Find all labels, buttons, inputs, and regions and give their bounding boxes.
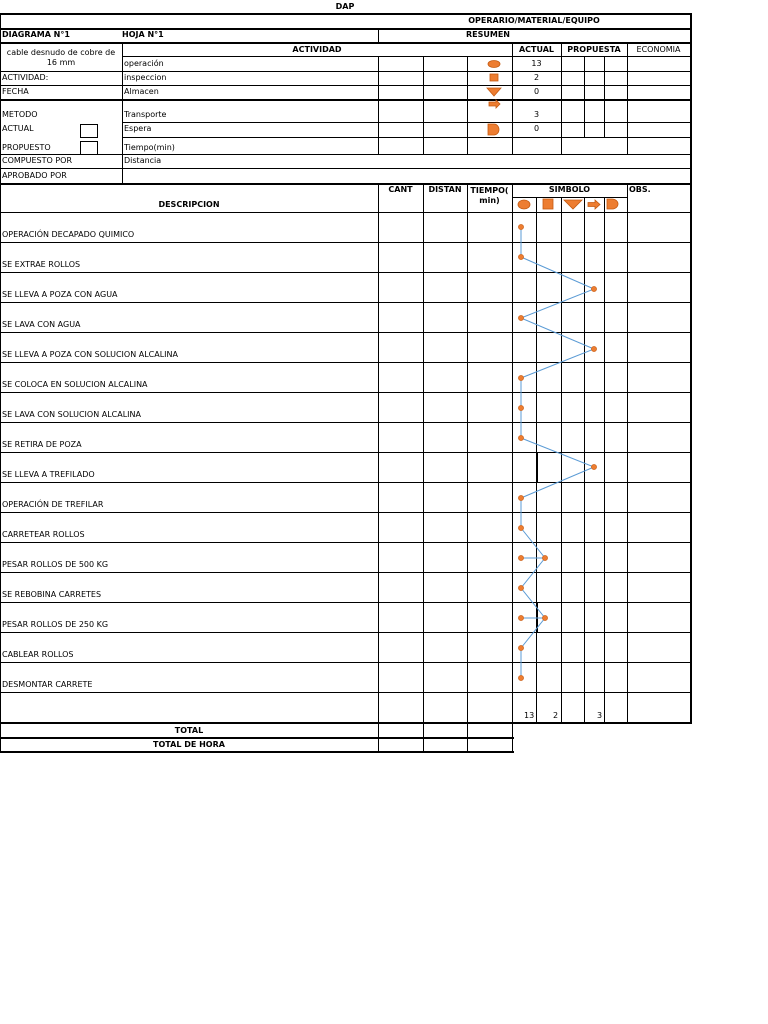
step-description: SE LAVA CON AGUA [2, 320, 81, 329]
tiempo-header: TIEMPO( min) [470, 186, 509, 205]
activity-label: ACTIVIDAD: [2, 73, 49, 82]
inspection-column-icon [543, 199, 553, 209]
description-header: DESCRIPCION [158, 200, 220, 209]
method-label: METODO [2, 110, 38, 119]
step-description: CABLEAR ROLLOS [2, 650, 74, 659]
flow-node [518, 615, 523, 620]
summary-label: Espera [124, 124, 152, 133]
storage-symbol-icon [487, 88, 501, 96]
flow-node [518, 555, 523, 560]
summary-label: operación [124, 59, 164, 68]
step-description: SE LLEVA A POZA CON AGUA [2, 290, 118, 299]
product-description: cable desnudo de cobre de 16 mm [6, 48, 116, 67]
delay-symbol-icon [488, 124, 499, 135]
actual-label: ACTUAL [2, 124, 34, 133]
summary-actual: 0 [533, 87, 540, 96]
step-description: SE LAVA CON SOLUCION ALCALINA [2, 410, 141, 419]
summary-label: inspeccion [124, 73, 167, 82]
step-description: DESMONTAR CARRETE [2, 680, 93, 689]
step-description: SE REBOBINA CARRETES [2, 590, 102, 599]
step-description: SE LLEVA A TREFILADO [2, 470, 95, 479]
obs-header: OBS. [629, 185, 651, 194]
flow-node [518, 375, 523, 380]
delay-column-icon [607, 199, 618, 209]
total-label: TOTAL [174, 726, 204, 735]
flow-node [518, 495, 523, 500]
step-description: SE RETIRA DE POZA [2, 440, 82, 449]
flow-node [591, 464, 596, 469]
inspection-symbol-icon [490, 74, 498, 81]
sheet-number: HOJA N°1 [122, 30, 164, 39]
summary-actual: 3 [533, 110, 540, 119]
flow-node [518, 254, 523, 259]
operation-symbol-icon [488, 61, 500, 68]
flow-node [518, 645, 523, 650]
flow-node [518, 525, 523, 530]
flow-node [591, 346, 596, 351]
approved-label: APROBADO POR [2, 171, 67, 180]
summary-label: Distancia [124, 156, 162, 165]
summary-label: Tiempo(min) [124, 143, 175, 152]
summary-actual: 13 [531, 59, 542, 68]
flow-node [591, 286, 596, 291]
diagram-number: DIAGRAMA N°1 [2, 30, 70, 39]
summary-actual: 2 [533, 73, 540, 82]
step-description: SE EXTRAE ROLLOS [2, 260, 81, 269]
composed-label: COMPUESTO POR [2, 156, 73, 165]
flow-node [542, 615, 547, 620]
date-label: FECHA [2, 87, 29, 96]
summary-header: RESUMEN [465, 30, 510, 39]
step-description: PESAR ROLLOS DE 250 KG [2, 620, 109, 629]
step-description: PESAR ROLLOS DE 500 KG [2, 560, 109, 569]
flow-node [518, 675, 523, 680]
proposal-header: PROPUESTA [567, 45, 621, 54]
distan-header: DISTAN [428, 185, 462, 194]
step-description: SE LLEVA A POZA CON SOLUCION ALCALINA [2, 350, 178, 359]
transport-column-icon [588, 200, 600, 209]
summary-actual: 0 [533, 124, 540, 133]
operator-header: OPERARIO/MATERIAL/EQUIPO [468, 16, 600, 25]
flow-node [518, 405, 523, 410]
step-description: CARRETEAR ROLLOS [2, 530, 85, 539]
total-hours-label: TOTAL DE HORA [153, 740, 225, 749]
simbolo-header: SIMBOLO [548, 185, 591, 194]
page-title: DAP [335, 2, 355, 11]
step-description: OPERACIÓN DE TREFILAR [2, 500, 104, 509]
proposed-label: PROPUESTO [2, 143, 51, 152]
step-description: OPERACIÓN DECAPADO QUIMICO [2, 230, 135, 239]
flow-node [518, 224, 523, 229]
flow-node [518, 435, 523, 440]
activity-header: ACTIVIDAD [292, 45, 342, 54]
flow-node [542, 555, 547, 560]
summary-label: Transporte [124, 110, 167, 119]
transport-symbol-icon [489, 100, 500, 108]
total-operations: 13 [524, 711, 535, 720]
operation-column-icon [518, 200, 530, 209]
step-description: SE COLOCA EN SOLUCION ALCALINA [2, 380, 148, 389]
actual-header: ACTUAL [518, 45, 555, 54]
storage-column-icon [564, 200, 582, 209]
cant-header: CANT [388, 185, 413, 194]
economy-header: ECONOMIA [636, 45, 681, 54]
summary-label: Almacen [124, 87, 159, 96]
flow-node [518, 585, 523, 590]
flow-node [518, 315, 523, 320]
flow-path-line [521, 227, 594, 678]
total-transports: 3 [597, 711, 603, 720]
total-inspections: 2 [553, 711, 559, 720]
